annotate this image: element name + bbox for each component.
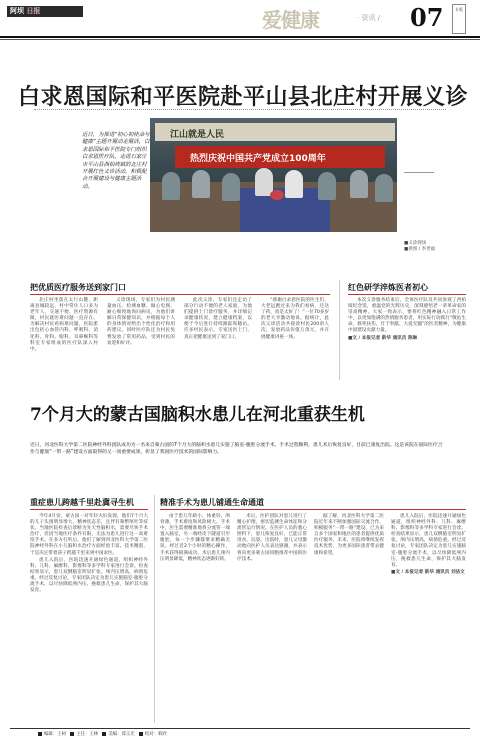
article1-photo	[150, 118, 397, 232]
section1-column-4	[261, 298, 329, 342]
footer-item: 编辑：王树	[44, 732, 66, 737]
paragraph: 患儿入院后，医院迅速开通绿色通道，组织神经外科、儿科、麻醉科、影像科等多学科专家进行会诊。检查结果显示，患儿双侧脑室明显扩张，颅内压增高，病情危重。经过反复讨论，专家团队决定为患儿实施脑室-腹腔分流手术，以尽快降低颅内压，挽救患儿生命，保护其大脑发育。	[391, 514, 466, 568]
photo-person	[350, 170, 368, 198]
paragraph: 据了解，河北医科大学第二医院近年来不断加强国际交流合作，积极服务“一带一路”建设，已为来自多个国家和地区的患者提供优质医疗服务。未来，医院将继续发挥技术优势，为更多国际患者带去健康和希望。	[314, 514, 384, 556]
paragraph: 由于患儿年龄小、体重轻、颅骨薄，手术难度和风险极大。手术中，医生需要精准地将分流管一端置入脑室，另一端经皮下隧道引至腹腔，每一个步骤都要求精确无误。经过近2个小时的精心操作，手术获得圆满成功，术后患儿颅内压明显降低，精神状态逐渐好转。	[160, 514, 230, 562]
photo-person	[162, 172, 180, 200]
newspaper-logo	[7, 6, 83, 17]
square-bullet-icon	[102, 732, 106, 736]
article2-column-5	[391, 514, 466, 576]
article1-lead: 近日，为推进“初心初使命与健康”主题开展动走展活，白求恩国际和平医院专门组织白求恩医疗队，走进石家庄市平山县西柏坡镇的北庄村开展红色义诊活动，积极配合开展建设与健康主题活动。	[82, 132, 150, 190]
logo-part-b: 日报	[26, 7, 41, 15]
section4-title: 精准手术为患儿铺通生命通道	[160, 498, 264, 507]
section1-column-2	[107, 298, 175, 348]
article2-column-2	[160, 514, 230, 564]
page-number: 07	[410, 3, 444, 32]
photo-person	[192, 170, 210, 198]
byline: ■文 / 本报记者 新华 通讯员 陈琳	[348, 335, 418, 341]
caption-rule	[404, 172, 434, 173]
photo-flower	[270, 190, 284, 200]
photo-banner-text1: 江山就是人民	[170, 130, 225, 140]
paragraph: 北庄村坐落在太行山麓，距离县城较远，村中常住人口多为老年人，交通不便、医疗资源有限，村民就医难问题一直存在。为解决村民看病难问题，医院派出包括心血管内科、呼吸科、消化科、骨科、眼科、耳鼻喉科等科室专家组成的医疗队深入村中。	[30, 298, 98, 352]
footer-credits	[38, 731, 167, 737]
footer-item: 校对：韩欣	[144, 732, 167, 737]
section1-column-3	[184, 298, 252, 342]
section1-column-1	[30, 298, 98, 354]
paragraph: “感谢白求恩医院的医生们，大老远跑过来为我们看病，还送了药，真是太好了！”一位70多岁的老大爷激动地说。据统计，此次义诊活动共接诊村民200余人次，发放药品价值万余元，并开展健康讲座一场。	[261, 298, 329, 340]
footer-item: 美编：郑玉光	[108, 732, 135, 737]
section3-title: 重症患儿跨越千里赴冀寻生机	[30, 498, 134, 507]
section2-title: 红色研学淬炼医者初心	[348, 283, 428, 292]
header-rule-thin	[0, 39, 480, 40]
column-divider	[154, 495, 155, 723]
article2-column-4	[314, 514, 384, 558]
article2-column-1	[30, 514, 148, 595]
square-bullet-icon	[139, 732, 143, 736]
section-subtitle: · 资讯 /	[357, 14, 381, 22]
photo-person	[285, 170, 303, 198]
photo-caption	[404, 241, 435, 253]
header-rule	[0, 36, 480, 38]
photo-caption-line2: ■供图 / 李世福	[404, 247, 436, 252]
column-divider	[339, 280, 340, 380]
paragraph: 术后，医护团队对患儿进行了精心护理，密切监测生命体征和分流管运行情况。在医护人员的悉心照料下，患儿恢复良好，已能正常进食、玩耍。出院时，患儿父母激动地向医护人员表达感谢，并表示将向更多蒙古国同胞推荐中国的医疗技术。	[237, 514, 307, 562]
section1-title: 把优质医疗服务送到家门口	[30, 283, 126, 292]
photo-person	[222, 173, 240, 201]
paragraph: 今年4月份，蒙古国一对年轻夫妇发现，他们7个月大的儿子头围明显增大，精神状态差，且伴有频繁呕吐等症状。当地医院检查后诊断为先天性脑积水，需要尽快手术治疗，但因当地医疗条件有限，无法为患儿进行这一高难度手术。在多方打听后，他们了解到河北医科大学第二医院神经外科在小儿脑积水治疗方面经验丰富、技术精湛，于是决定带着孩子跨越千里来到中国求医。	[30, 514, 148, 556]
footer-rule	[10, 728, 470, 729]
square-bullet-icon	[38, 732, 42, 736]
footer-item: 主任：王林	[76, 732, 99, 737]
article2-headline: 7个月大的蒙古国脑积水患儿在河北重获生机	[30, 405, 365, 425]
photo-person	[375, 174, 393, 202]
article2-lead: 近日，河北医科大学第二医院神经外科团队成功为一名来自蒙古国的7个月大的脑积水患儿实施了脑室-腹腔分流手术，手术过程顺利，患儿术后恢复良好，目前已康复出院。这是该院在国际医疗合作与健康“一带一路”建设方面取得的又一项重要成果，彰显了我国医疗技术的国际影响力。	[30, 443, 443, 455]
paragraph: 义诊现场，专家们为村民测量血压、检测血糖、做心电图，耐心细致地询问病史，为他们讲解日常保健知识，并根据每个人的身体情况给出个性化治疗和用药建议。同时医疗队还为村民免费发放了常用药品，受到村民的欢迎和好评。	[107, 298, 175, 346]
article2-column-3	[237, 514, 307, 564]
paragraph: 此次义诊，专家们还走访了部分行动不便的老人家庭，为他们提供上门诊疗服务，并详细记录健康状况，建立健康档案，以便于今后进行持续跟踪和随访。许多村民表示，专家送医上门，真正把健康送到了家门口。	[184, 298, 252, 340]
photo-banner-text2: 热烈庆祝中国共产党成立100周年	[190, 154, 326, 164]
side-label: 专版	[452, 4, 466, 34]
paragraph: 患儿入院后，医院迅速开通绿色通道，组织神经外科、儿科、麻醉科、影像科等多学科专家进行会诊。检查结果显示，患儿双侧脑室明显扩张，颅内压增高，病情危重。经过反复讨论，专家团队决定为患儿实施脑室-腹腔分流手术，以尽快降低颅内压，挽救患儿生命，保护其大脑发育。	[30, 557, 148, 594]
headline-divider	[34, 109, 446, 112]
photo-person	[318, 172, 336, 200]
section-title: 爱健康	[262, 8, 319, 32]
paragraph: 本次义诊服务结束后，全体医疗队员共同参观了西柏坡纪念馆，重温党的光辉历史，深刻感悟老一辈革命家的崇高精神。大家一致表示，要将红色精神融入日常工作中，以更加饱满的热情服务患者，用实际行动践行“敬佑生命、救死扶伤、甘于奉献、大爱无疆”的医者精神，为健康中国建设贡献力量。	[348, 298, 466, 334]
article1-headline: 白求恩国际和平医院赴平山县北庄村开展义诊	[18, 85, 469, 110]
photo-caption-line1: ■义诊现场	[404, 241, 427, 246]
square-bullet-icon	[70, 732, 74, 736]
byline: ■文 / 本报记者 新华 通讯员 刘洁文	[391, 569, 465, 575]
logo-part-a: 阿坝	[10, 7, 24, 15]
section2-body	[348, 298, 466, 342]
